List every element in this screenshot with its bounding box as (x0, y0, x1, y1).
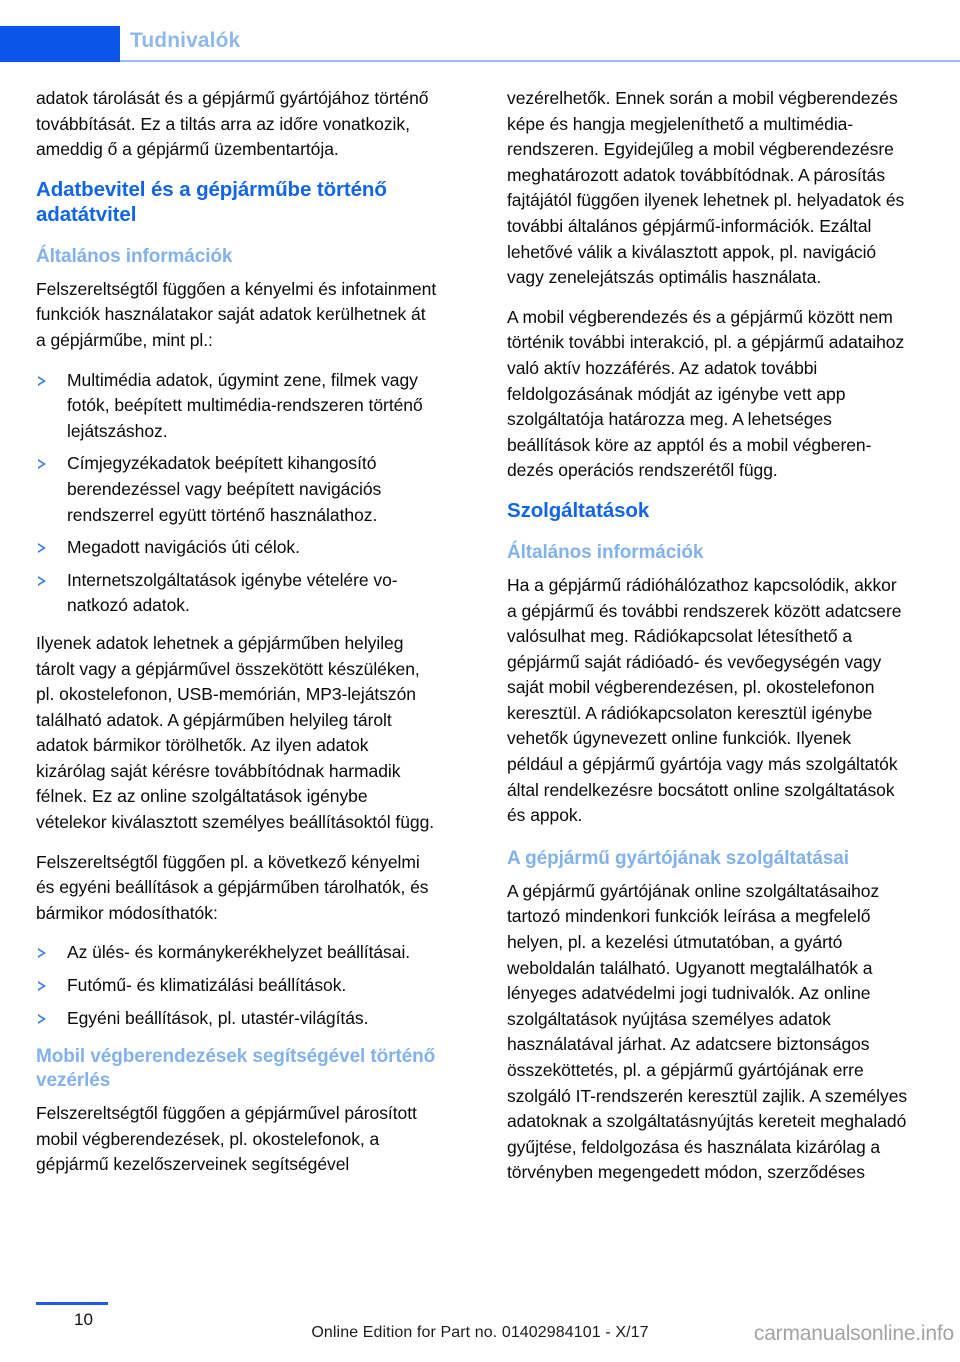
triangle-bullet-icon (38, 376, 46, 386)
subheading-gyartojanak-szolgaltatasai: A gépjármű gyártójának szolgáltatásai (507, 847, 849, 869)
triangle-bullet-icon (38, 948, 46, 958)
footer-divider (36, 1302, 108, 1305)
list-item-label: Egyéni beállítások, pl. utastér-világítás. (67, 1007, 369, 1028)
heading-adatbevitel: Adatbevitel és a gépjárműbe történő adatátvitel (36, 177, 387, 226)
list-item (36, 451, 440, 528)
list-item-label: Címjegyzékadatok beépített kihangosító berendezéssel vagy beépített navigációs rendszerrel együtt történő használathoz. (67, 453, 382, 525)
bullet-list-beallitasok (36, 940, 440, 1031)
paragraph-felszereltsegtol-2: Felszereltségtől függően pl. a következő kényelmi és egyéni beállítások a gépjárműben tárolhatók, és bármikor módosíthatók: (36, 851, 429, 923)
watermark-text: carmanualsonline.info (753, 1322, 954, 1345)
list-item-label: Futómű- és klimatizálási beállítások. (67, 975, 347, 996)
list-item (36, 973, 440, 999)
list-item (36, 1006, 440, 1032)
triangle-bullet-icon (38, 1014, 46, 1024)
triangle-bullet-icon (38, 981, 46, 991)
left-column (36, 86, 440, 1178)
page-header (0, 26, 960, 66)
bullet-list-adatok (36, 368, 440, 619)
page-number: 10 (74, 1310, 93, 1329)
list-item-label: Internetszolgáltatások igénybe vételére vonatkozó adatok. (67, 569, 398, 616)
subheading-mobil-vegberendezesek: Mobil végberendezések segítségével történő vezérlés (36, 1046, 436, 1092)
subheading-altalanos-informaciok-1: Általános információk (36, 245, 233, 267)
header-divider (120, 60, 960, 62)
paragraph-ha-a-gepjarmu: Ha a gépjármű rádióhálózathoz kapcsolódik, akkor a gépjármű és további rendszerek között adatcsere valósulhat meg. Rádiókapcsolat létesíthető a gépjármű saját rádióadó- és vevőegységén vagy saját mobil végberendezésen, pl. okostelefonon keresztül. A rádiókapcsolaton keresztül igénybe vehetők úgynevezett online funkciók. Ilyenek például a gépjármű gyártója vagy más szolgáltatók által rendelkezésre bocsátott online szolgáltatások és appok. (507, 574, 902, 826)
paragraph-mobil-vegberendezes: A mobil végberendezés és a gépjármű között nem történik további interakció, pl. a gépjármű adataihoz való aktív hozzáférés. Az adatok további feldolgozásának módját az igénybe vett app szolgáltatója határozza meg. A lehetséges beállítások köre az apptól és a mobil végberendezés operációs rendszerétől függ. (507, 306, 905, 481)
list-item (36, 535, 440, 561)
paragraph-continuation-right: vezérelhetők. Ennek során a mobil végberendezés képe és hangja megjeleníthető a multimédia-rendszeren. Egyidejűleg a mobil végberendezésre meghatározott adatok továbbítódnak. A párosítás fajtájától függően ilyenek lehetnek pl. helyadatok és további általános gépjármű-információk. Ezáltal lehetővé válik a kiválasztott appok, pl. navigáció vagy zenelejátszás optimális használata. (507, 88, 905, 288)
triangle-bullet-icon (38, 459, 46, 469)
paragraph-gyartojanak-online: A gépjármű gyártójának online szolgáltatásaihoz tartozó mindenkori funkciók leírása a megfelelő helyen, pl. a kezelési útmutatóban, a gyártó weboldalán található. Ugyanott megtalálhatók a lényeges adatvédelmi jogi tudnivalók. Az online szolgáltatások nyújtása személyes adatok használatával járhat. Az adatcsere biztonságos összeköttetés, pl. a gépjármű gyártójának erre szolgáló IT-rendszerén keresztül zajlik. A személyes adatoknak a szolgáltatásnyújtás kereteit meghaladó gyűjtése, feldolgozása és használata kizárólag a törvényben megengedett módon, szerződéses (507, 880, 908, 1183)
paragraph-felszereltsegtol-3: Felszereltségtől függően a gépjárművel párosított mobil végberendezések, pl. okostelefonok, a gépjármű kezelőszerveinek segítségével (36, 1103, 417, 1175)
subheading-altalanos-informaciok-2: Általános információk (507, 541, 704, 563)
list-item-label: Multimédia adatok, úgymint zene, filmek vagy fotók, beépített multimédia-rendszeren történő lejátszáshoz. (67, 369, 423, 441)
triangle-bullet-icon (38, 576, 46, 586)
page-header-title: Tudnivalók (130, 29, 241, 52)
paragraph-felszereltsegtol-1: Felszereltségtől függően a kényelmi és infotainment funkciók használatakor saját adatok kerülhetnek át a gépjárműbe, mint pl.: (36, 278, 437, 350)
list-item (36, 940, 440, 966)
heading-szolgaltatasok: Szolgáltatások (507, 498, 650, 522)
list-item (36, 568, 440, 619)
paragraph-ilyenek-adatok: Ilyenek adatok lehetnek a gépjárműben helyileg tárolt vagy a gépjárművel összekötött készüléken, pl. okostelefonon, USB-memórián, MP3-lejátszón található adatok. A gépjárműben helyileg tárolt adatok bármikor törölhetők. Az ilyen adatok kizárólag saját kérésre továbbítódnak harmadik félnek. Ez az online szolgáltatások igénybe vételekor kiválasztott személyes beállításoktól függ. (36, 632, 435, 833)
header-color-tab (0, 26, 120, 62)
footer-edition-text: Online Edition for Part no. 01402984101 - X/17 (311, 1324, 649, 1341)
list-item-label: Az ülés- és kormánykerékhelyzet beállításai. (67, 942, 411, 963)
triangle-bullet-icon (38, 543, 46, 553)
right-column (507, 86, 911, 1186)
paragraph-continuation-left: adatok tárolását és a gépjármű gyártójához történő továbbítását. Ez a tiltás arra az időre vonatkozik, ameddig ő a gépjármű üzembentartója. (36, 88, 429, 160)
list-item-label: Megadott navigációs úti célok. (67, 537, 300, 558)
list-item (36, 368, 440, 445)
